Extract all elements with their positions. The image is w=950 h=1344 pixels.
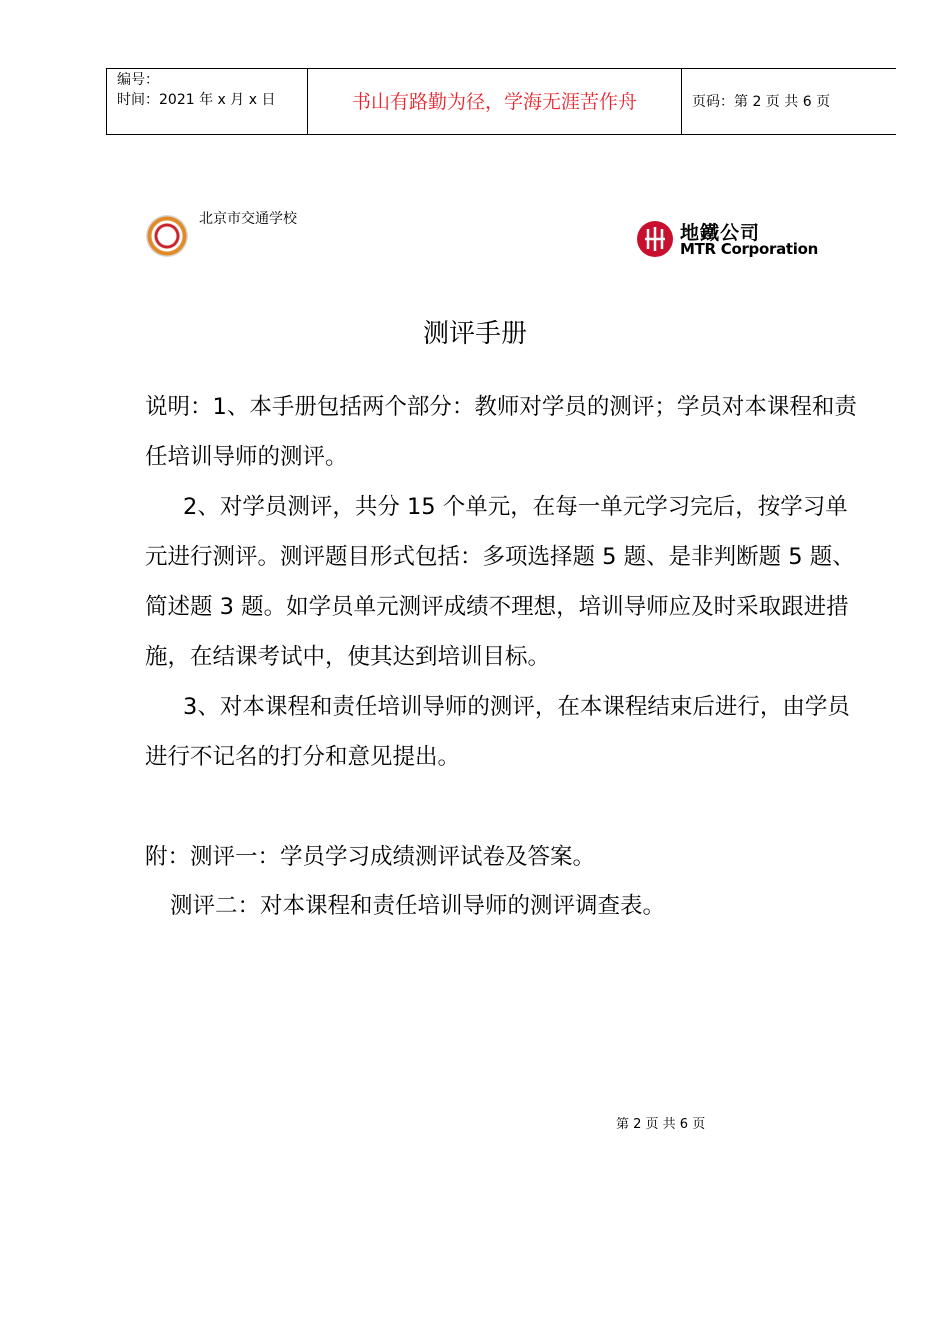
header-meta-cell xyxy=(107,69,308,134)
paragraph-3: 3、对本课程和责任培训导师的测评，在本课程结束后进行，由学员进行不记名的打分和意见提出。 xyxy=(145,694,850,770)
paragraph-1: 说明：1、本手册包括两个部分：教师对学员的测评；学员对本课程和责任培训导师的测评。 xyxy=(145,394,857,470)
footer-page-number: 第 2 页 共 6 页 xyxy=(616,1117,706,1132)
page-info: 页码：第 2 页 共 6 页 xyxy=(692,94,831,110)
school-logo-icon xyxy=(146,215,188,257)
school-name: 北京市交通学校 xyxy=(199,211,297,227)
mtr-english-name: MTR Corporation xyxy=(680,240,819,258)
document-title: 测评手册 xyxy=(422,319,527,349)
paragraph-2: 2、对学员测评，共分 15 个单元，在每一单元学习完后，按学习单元进行测评。测评题目形式包括：多项选择题 5 题、是非判断题 5 题、简述题 3 题。如学员单元测评成绩不理想，培训导师应及时采取跟进措施，在结课考试中，使其达到培训目标。 xyxy=(145,494,855,670)
number-label: 编号： xyxy=(117,72,159,88)
attachment-2: 测评二：对本课程和责任培训导师的测评调查表。 xyxy=(170,893,666,919)
time-label: 时间：2021 年 x 月 x 日 xyxy=(117,92,276,108)
mtr-chinese-name: 地鐵公司 xyxy=(680,222,761,244)
motto: 书山有路勤为径，学海无涯苦作舟 xyxy=(308,69,682,134)
header-table xyxy=(106,68,896,135)
attachment-1: 附：测评一：学员学习成绩测评试卷及答案。 xyxy=(145,844,596,870)
mtr-logo-icon xyxy=(637,221,673,257)
